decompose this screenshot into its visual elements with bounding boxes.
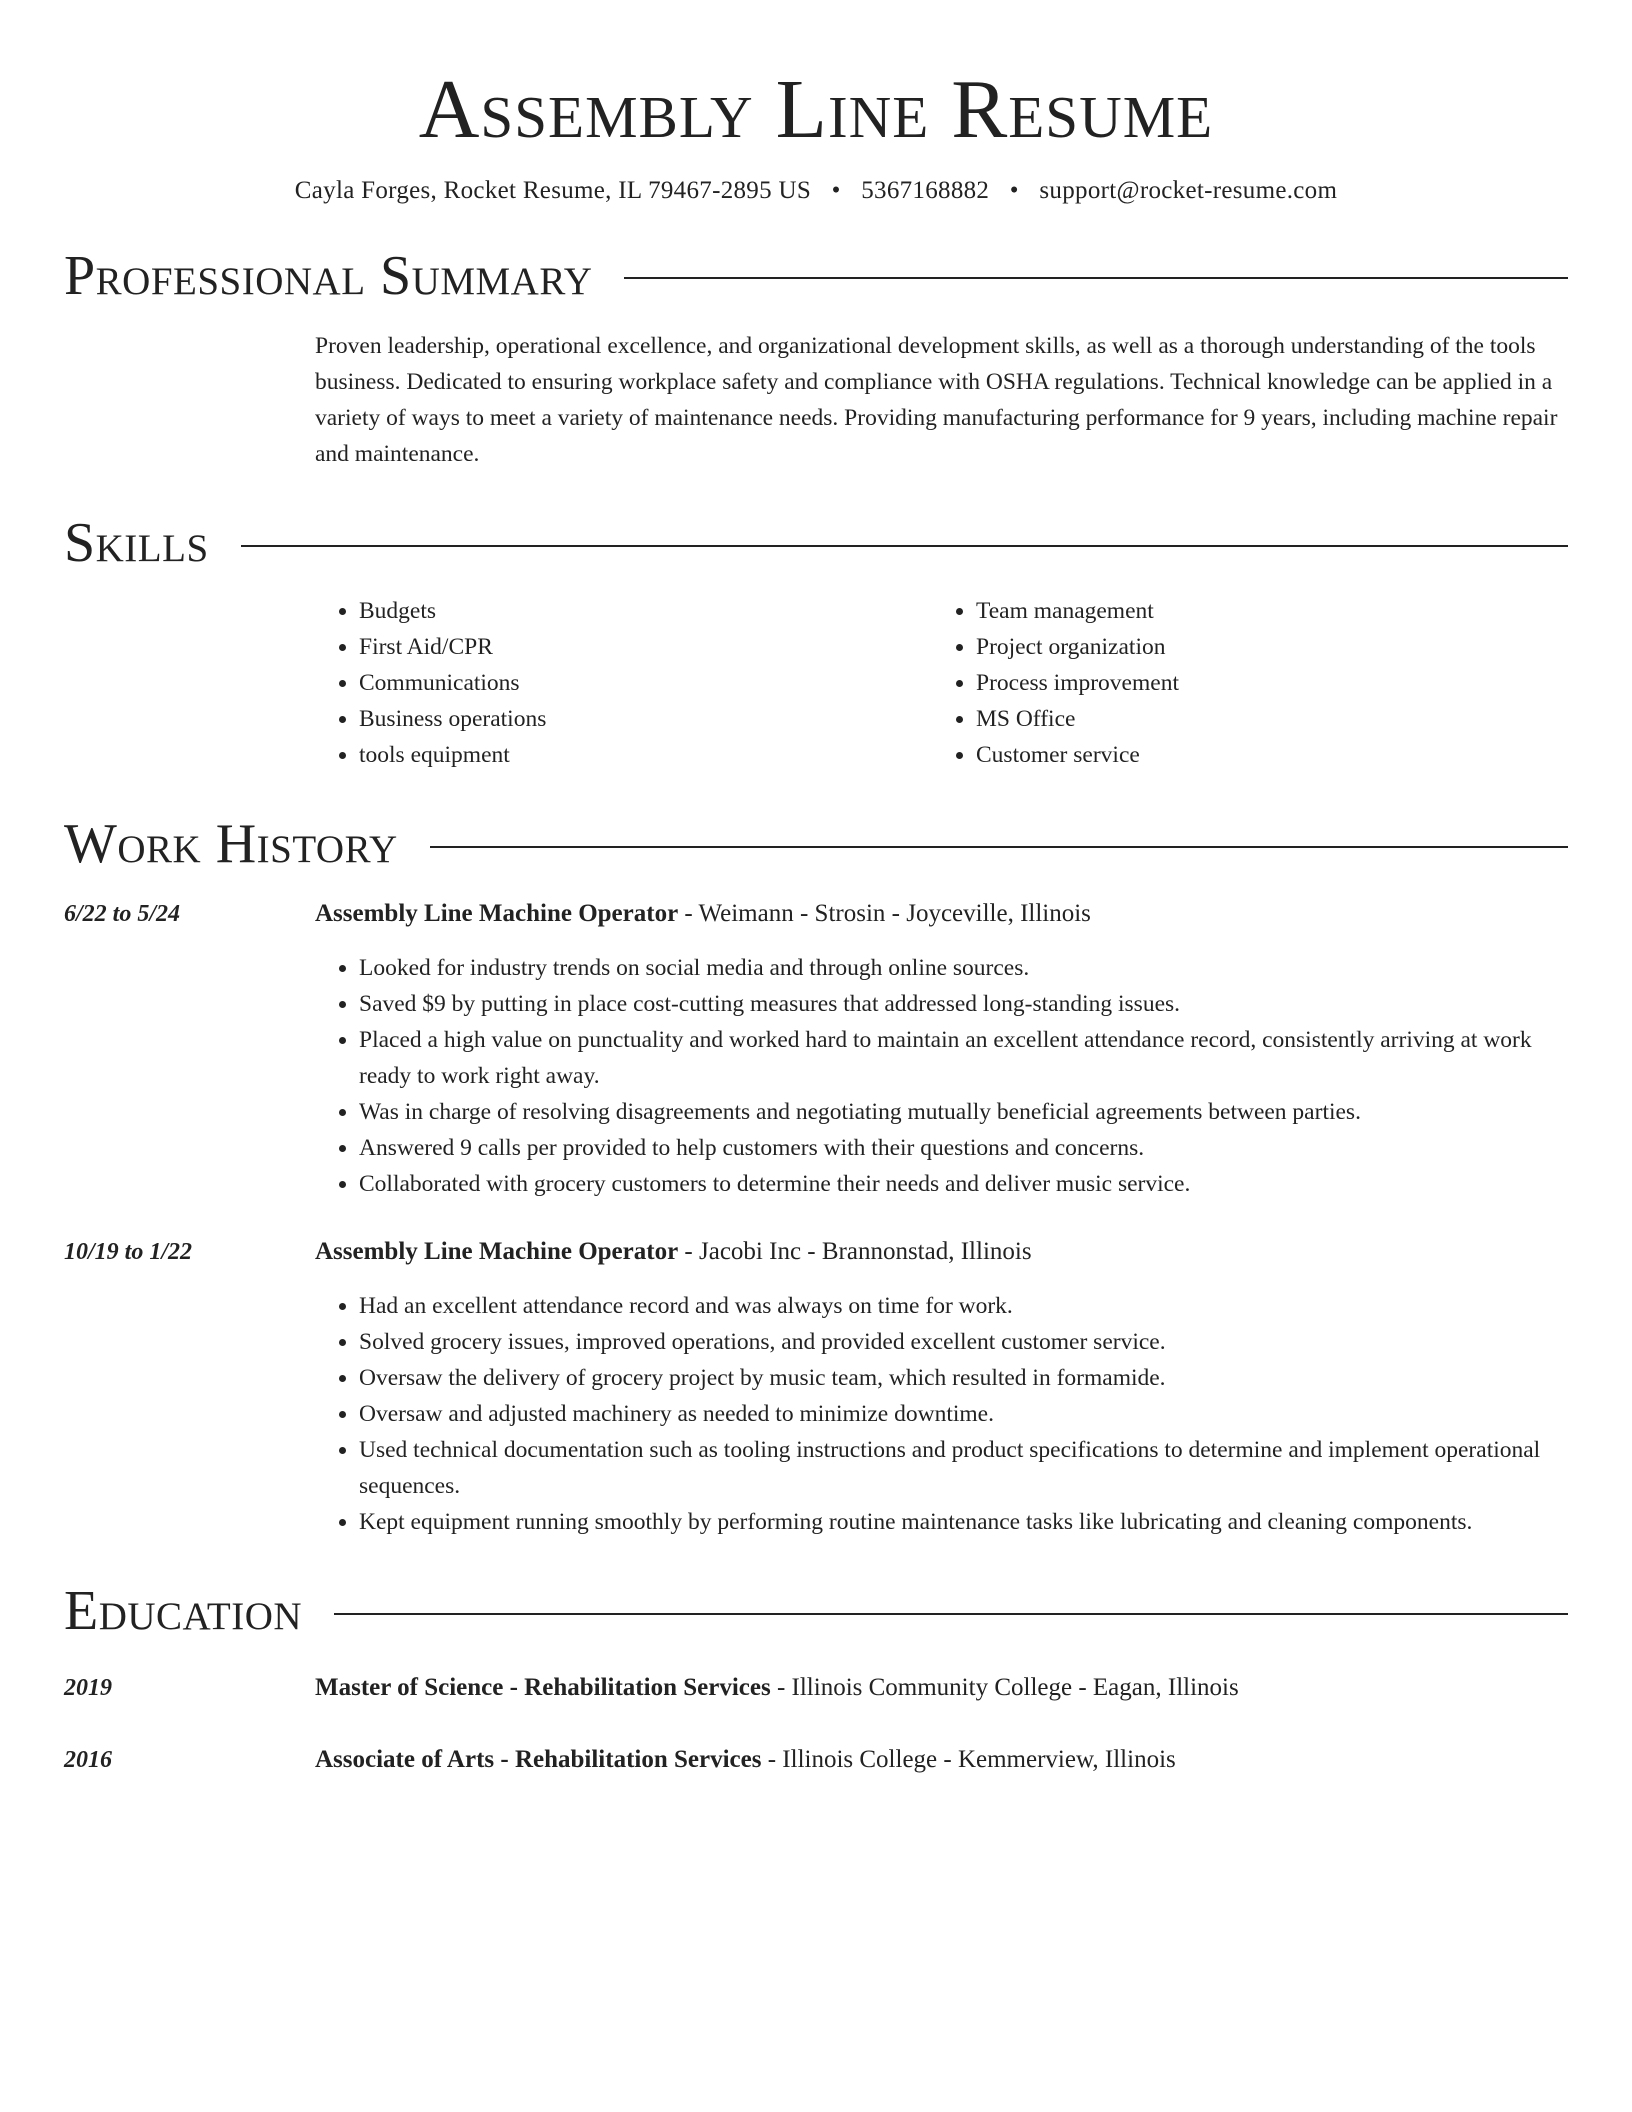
job-title: Assembly Line Machine Operator bbox=[315, 1238, 679, 1266]
contact-separator: • bbox=[831, 176, 841, 204]
education-section-header bbox=[64, 1578, 1568, 1645]
education-degree: Associate of Arts - Rehabilitation Services bbox=[315, 1745, 762, 1773]
job-title: Assembly Line Machine Operator bbox=[315, 900, 679, 928]
job-bullet: • Collaborated with grocery customers to determine their needs and deliver music service. bbox=[359, 1166, 1568, 1202]
education-heading-line bbox=[315, 1670, 1239, 1706]
job-bullets bbox=[315, 950, 1568, 1202]
job-dates: 10/19 to 1/22 bbox=[64, 1239, 193, 1266]
skills-column-right bbox=[932, 593, 1549, 773]
job-bullet: • Placed a high value on punctuality and worked hard to maintain an excellent attendance record, consistently arriving at work ready to work right away. bbox=[359, 1022, 1568, 1094]
summary-heading: Professional Summary bbox=[64, 244, 593, 307]
job-bullet: • Oversaw the delivery of grocery project by music team, which resulted in formamide. bbox=[359, 1360, 1568, 1396]
education-heading: Education bbox=[64, 1580, 303, 1643]
skill-item: • MS Office bbox=[976, 701, 1549, 737]
job-bullets bbox=[315, 1288, 1568, 1540]
skills-list bbox=[315, 593, 1568, 773]
skills-heading: Skills bbox=[64, 511, 209, 574]
job-bullet: • Oversaw and adjusted machinery as needed to minimize downtime. bbox=[359, 1396, 1568, 1432]
job-heading bbox=[315, 1234, 1568, 1270]
job-entry bbox=[64, 896, 1568, 1202]
education-school: - Illinois Community College - Eagan, Illinois bbox=[770, 1673, 1239, 1701]
job-bullet: • Kept equipment running smoothly by performing routine maintenance tasks like lubricating and cleaning components. bbox=[359, 1504, 1568, 1540]
skill-item: • Project organization bbox=[976, 629, 1549, 665]
education-entry bbox=[64, 1742, 1568, 1778]
job-bullet: • Solved grocery issues, improved operations, and provided excellent customer service. bbox=[359, 1324, 1568, 1360]
contact-separator: • bbox=[1009, 176, 1019, 204]
education-year: 2019 bbox=[64, 1674, 112, 1701]
skill-item: • Communications bbox=[359, 665, 932, 701]
education-year: 2016 bbox=[64, 1746, 112, 1773]
summary-section-header bbox=[64, 243, 1568, 310]
job-employer: - Jacobi Inc - Brannonstad, Illinois bbox=[678, 1238, 1032, 1266]
job-entry bbox=[64, 1234, 1568, 1540]
skill-item: • Budgets bbox=[359, 593, 932, 629]
contact-line bbox=[64, 177, 1568, 205]
skill-item: • First Aid/CPR bbox=[359, 629, 932, 665]
education-entry bbox=[64, 1670, 1568, 1706]
skill-item: • Business operations bbox=[359, 701, 932, 737]
job-bullet: • Answered 9 calls per provided to help customers with their questions and concerns. bbox=[359, 1130, 1568, 1166]
skills-column-left bbox=[315, 593, 932, 773]
education-degree: Master of Science - Rehabilitation Services bbox=[315, 1673, 771, 1701]
job-dates: 6/22 to 5/24 bbox=[64, 901, 181, 928]
job-bullet: • Looked for industry trends on social media and through online sources. bbox=[359, 950, 1568, 986]
skill-item: • Customer service bbox=[976, 737, 1549, 773]
job-content bbox=[315, 896, 1568, 1202]
section-divider bbox=[430, 846, 1568, 848]
summary-text: Proven leadership, operational excellence, and organizational development skills, as well as a thorough understanding of the tools business. Dedicated to ensuring workplace safety and compliance with OSHA regulations. Technical knowledge can be applied in a variety of ways to meet a variety of maintenance needs. Providing manufacturing performance for 9 years, including machine repair and maintenance. bbox=[315, 332, 1558, 467]
skill-item: • Process improvement bbox=[976, 665, 1549, 701]
skill-item: • tools equipment bbox=[359, 737, 932, 773]
job-bullet: • Was in charge of resolving disagreements and negotiating mutually beneficial agreements between parties. bbox=[359, 1094, 1568, 1130]
section-divider bbox=[624, 277, 1568, 279]
contact-address: Cayla Forges, Rocket Resume, IL 79467-2895 US bbox=[294, 176, 812, 204]
skills-section-header bbox=[64, 510, 1568, 577]
education-school: - Illinois College - Kemmerview, Illinois bbox=[761, 1745, 1176, 1773]
contact-email: support@rocket-resume.com bbox=[1039, 176, 1338, 204]
resume-page bbox=[64, 0, 1568, 1778]
education-heading-line bbox=[315, 1742, 1176, 1778]
job-heading bbox=[315, 896, 1568, 932]
section-divider bbox=[334, 1613, 1568, 1615]
job-bullet: • Used technical documentation such as tooling instructions and product specifications to determine and implement operational sequences. bbox=[359, 1432, 1568, 1504]
skill-item: • Team management bbox=[976, 593, 1549, 629]
job-bullet: • Had an excellent attendance record and was always on time for work. bbox=[359, 1288, 1568, 1324]
work-section-header bbox=[64, 811, 1568, 878]
job-content bbox=[315, 1234, 1568, 1540]
job-bullet: • Saved $9 by putting in place cost-cutting measures that addressed long-standing issues. bbox=[359, 986, 1568, 1022]
section-divider bbox=[241, 545, 1568, 547]
work-heading: Work History bbox=[64, 813, 398, 876]
resume-title: Assembly Line Resume bbox=[418, 63, 1214, 156]
job-employer: - Weimann - Strosin - Joyceville, Illinois bbox=[678, 900, 1091, 928]
contact-phone: 5367168882 bbox=[861, 176, 990, 204]
